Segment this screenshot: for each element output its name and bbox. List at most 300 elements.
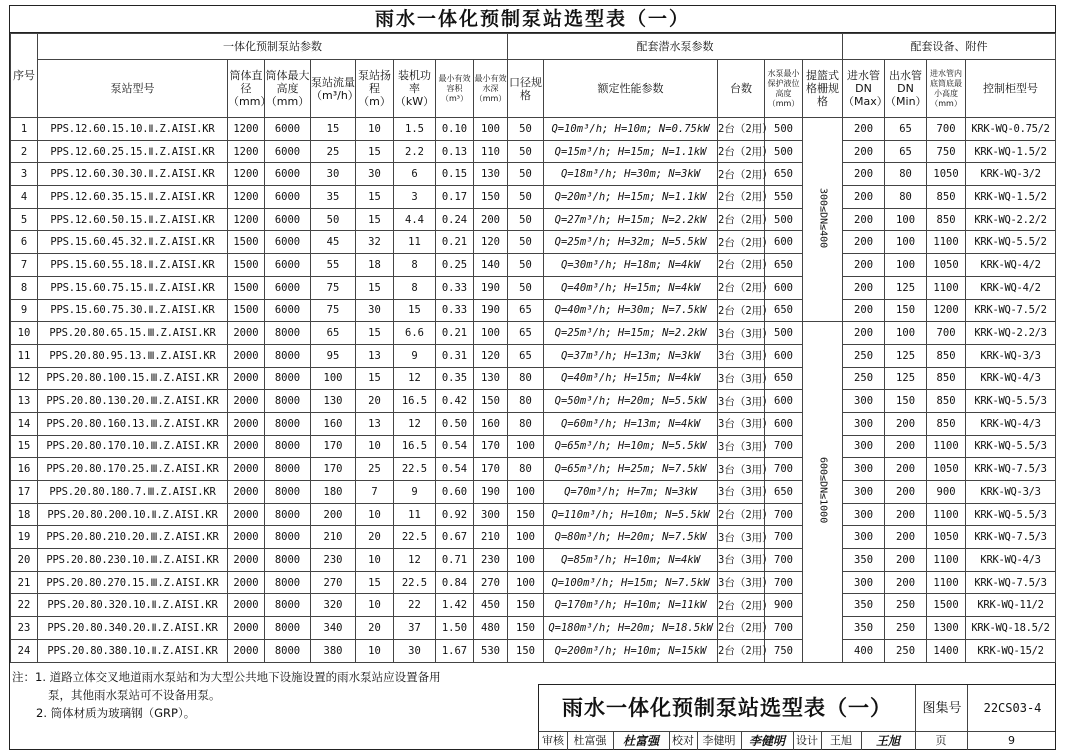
table-cell: 160 (311, 412, 356, 435)
table-cell: Q=10m³/h; H=10m; N=0.75kW (544, 118, 718, 141)
table-cell: 20 (356, 526, 394, 549)
table-cell: 65 (508, 344, 544, 367)
table-cell: PPS.20.80.65.15.Ⅲ.Z.AISI.KR (38, 322, 228, 345)
title-block (538, 684, 1055, 750)
table-cell: 200 (885, 458, 927, 481)
table-cell: 2000 (228, 594, 265, 617)
table-cell: Q=100m³/h; H=15m; N=7.5kW (544, 571, 718, 594)
table-cell: 2台（2用） (718, 140, 765, 163)
table-cell: 5 (11, 208, 38, 231)
table-row (11, 481, 1056, 504)
designer-signature: 王旭 (861, 732, 916, 750)
table-cell: 3台（3用） (718, 390, 765, 413)
table-cell: 200 (885, 503, 927, 526)
table-cell: KRK-WQ-18.5/2 (966, 617, 1056, 640)
reviewer-name: 杜富强 (567, 732, 614, 750)
table-cell: 125 (885, 344, 927, 367)
table-cell: 1200 (228, 208, 265, 231)
table-cell: 200 (843, 118, 885, 141)
table-cell: Q=65m³/h; H=25m; N=7.5kW (544, 458, 718, 481)
table-cell: 18 (11, 503, 38, 526)
table-cell: Q=180m³/h; H=20m; N=18.5kW (544, 617, 718, 640)
table-cell: Q=30m³/h; H=18m; N=4kW (544, 254, 718, 277)
table-cell: 120 (474, 344, 508, 367)
table-cell: 10 (356, 118, 394, 141)
basket-group-label: 300≤DN≤400 (817, 187, 829, 249)
table-cell: 6000 (265, 276, 311, 299)
table-cell: 210 (311, 526, 356, 549)
table-cell: PPS.12.60.30.30.Ⅱ.Z.AISI.KR (38, 163, 228, 186)
table-cell: 530 (474, 639, 508, 662)
table-row (11, 367, 1056, 390)
table-cell: 21 (11, 571, 38, 594)
table-cell: 11 (394, 503, 436, 526)
table-row (11, 435, 1056, 458)
table-cell: 2台（2用） (718, 163, 765, 186)
table-cell: KRK-WQ-3/2 (966, 163, 1056, 186)
table-cell: 80 (885, 186, 927, 209)
table-cell: 2000 (228, 617, 265, 640)
col-rated: 额定性能参数 (544, 60, 718, 118)
table-cell: 2台（2用） (718, 118, 765, 141)
table-cell: 50 (508, 140, 544, 163)
table-cell: 100 (885, 208, 927, 231)
table-cell: PPS.15.60.45.32.Ⅱ.Z.AISI.KR (38, 231, 228, 254)
table-cell: 700 (765, 526, 803, 549)
table-cell: 6000 (265, 299, 311, 322)
table-cell: 30 (356, 163, 394, 186)
table-cell: 2台（2用） (718, 503, 765, 526)
table-cell: PPS.12.60.15.10.Ⅱ.Z.AISI.KR (38, 118, 228, 141)
table-cell: 200 (885, 435, 927, 458)
table-cell: 22 (394, 594, 436, 617)
notes (12, 668, 441, 722)
table-cell: 650 (765, 254, 803, 277)
table-cell: 2000 (228, 503, 265, 526)
table-cell: 2台（2用） (718, 208, 765, 231)
table-cell: 100 (508, 549, 544, 572)
table-cell: 1050 (927, 254, 966, 277)
table-row (11, 118, 1056, 141)
table-cell: PPS.12.60.25.15.Ⅱ.Z.AISI.KR (38, 140, 228, 163)
table-cell: 80 (508, 367, 544, 390)
table-cell: 600 (765, 276, 803, 299)
table-cell: 100 (474, 322, 508, 345)
table-cell: PPS.15.60.75.30.Ⅱ.Z.AISI.KR (38, 299, 228, 322)
table-cell: 200 (843, 254, 885, 277)
table-cell: 125 (885, 276, 927, 299)
table-cell: 1050 (927, 163, 966, 186)
table-cell: 11 (394, 231, 436, 254)
table-cell: 1050 (927, 458, 966, 481)
col-basket: 提篮式格栅规格 (803, 60, 843, 118)
table-cell: 200 (474, 208, 508, 231)
selection-table (10, 33, 1056, 663)
table-cell: 80 (508, 458, 544, 481)
table-cell: 700 (765, 458, 803, 481)
table-cell: KRK-WQ-3/3 (966, 344, 1056, 367)
col-caliber: 口径规格 (508, 60, 544, 118)
table-cell: 0.50 (436, 412, 474, 435)
table-row (11, 163, 1056, 186)
table-cell: 100 (311, 367, 356, 390)
table-cell: 10 (356, 435, 394, 458)
table-cell: 250 (885, 639, 927, 662)
checker-signature: 李健明 (741, 732, 794, 750)
table-cell: 160 (474, 412, 508, 435)
table-cell: 15 (356, 208, 394, 231)
table-cell: 350 (843, 594, 885, 617)
table-cell: 100 (885, 254, 927, 277)
table-cell: 0.54 (436, 458, 474, 481)
table-cell: 650 (765, 481, 803, 504)
table-cell: 37 (394, 617, 436, 640)
table-cell: 150 (508, 617, 544, 640)
table-cell: 8 (394, 276, 436, 299)
table-cell: 190 (474, 299, 508, 322)
table-cell: 850 (927, 186, 966, 209)
table-cell: 12 (394, 549, 436, 572)
table-cell: 0.35 (436, 367, 474, 390)
table-cell: 270 (311, 571, 356, 594)
table-cell: 80 (885, 163, 927, 186)
table-cell: 2000 (228, 639, 265, 662)
table-cell: 10 (356, 639, 394, 662)
table-cell: PPS.20.80.160.13.Ⅲ.Z.AISI.KR (38, 412, 228, 435)
table-cell: 0.21 (436, 231, 474, 254)
table-cell: 6000 (265, 231, 311, 254)
basket-group-label: 600≤DN≤1000 (817, 457, 829, 524)
table-row (11, 322, 1056, 345)
table-cell: 350 (843, 617, 885, 640)
table-cell: Q=200m³/h; H=10m; N=15kW (544, 639, 718, 662)
table-cell: 12 (11, 367, 38, 390)
table-cell: 15 (356, 322, 394, 345)
table-cell: Q=50m³/h; H=20m; N=5.5kW (544, 390, 718, 413)
table-cell: 2000 (228, 322, 265, 345)
table-row (11, 299, 1056, 322)
table-cell: KRK-WQ-7.5/3 (966, 526, 1056, 549)
table-cell: 200 (885, 412, 927, 435)
page-title: 雨水一体化预制泵站选型表（一） (374, 8, 690, 30)
table-cell: 300 (843, 481, 885, 504)
table-cell: KRK-WQ-5.5/3 (966, 435, 1056, 458)
table-cell: 200 (885, 549, 927, 572)
table-cell: 8 (394, 254, 436, 277)
table-cell: KRK-WQ-4/2 (966, 254, 1056, 277)
table-cell: 75 (311, 299, 356, 322)
table-cell: 3台（3用） (718, 549, 765, 572)
table-cell: 1100 (927, 276, 966, 299)
table-cell: 600 (765, 344, 803, 367)
table-cell: 650 (765, 163, 803, 186)
table-cell: Q=40m³/h; H=30m; N=7.5kW (544, 299, 718, 322)
table-cell: PPS.20.80.340.20.Ⅱ.Z.AISI.KR (38, 617, 228, 640)
col-diameter: 筒体直径 （mm） (228, 60, 265, 118)
table-row (11, 140, 1056, 163)
table-cell: 65 (885, 140, 927, 163)
table-cell: 8000 (265, 390, 311, 413)
table-cell: KRK-WQ-5.5/2 (966, 231, 1056, 254)
table-cell: KRK-WQ-7.5/3 (966, 571, 1056, 594)
table-cell: 1.42 (436, 594, 474, 617)
table-row (11, 186, 1056, 209)
table-cell: 400 (843, 639, 885, 662)
table-cell: KRK-WQ-5.5/3 (966, 390, 1056, 413)
table-cell: 7 (356, 481, 394, 504)
table-cell: 2000 (228, 412, 265, 435)
atlas-number: 22CS03-4 (967, 685, 1057, 732)
table-cell: 6000 (265, 186, 311, 209)
col-height: 筒体最大高度 （mm） (265, 60, 311, 118)
table-cell: 1100 (927, 571, 966, 594)
table-cell: PPS.20.80.95.13.Ⅲ.Z.AISI.KR (38, 344, 228, 367)
table-cell: 3 (394, 186, 436, 209)
table-cell: 100 (885, 322, 927, 345)
table-cell: 1.5 (394, 118, 436, 141)
table-cell: 65 (508, 322, 544, 345)
table-cell: 8000 (265, 481, 311, 504)
table-cell: 0.60 (436, 481, 474, 504)
table-cell: Q=80m³/h; H=20m; N=7.5kW (544, 526, 718, 549)
table-cell: 150 (508, 594, 544, 617)
table-cell: 150 (508, 639, 544, 662)
table-cell: KRK-WQ-4/3 (966, 412, 1056, 435)
table-cell: 500 (765, 118, 803, 141)
table-cell: 9 (11, 299, 38, 322)
col-power: 装机功率 （kW） (394, 60, 436, 118)
table-cell: 1200 (228, 186, 265, 209)
table-cell: 230 (474, 549, 508, 572)
table-cell: 8000 (265, 549, 311, 572)
basket-group-cell (803, 118, 843, 322)
table-cell: 230 (311, 549, 356, 572)
table-cell: Q=60m³/h; H=13m; N=4kW (544, 412, 718, 435)
table-cell: PPS.20.80.270.15.Ⅲ.Z.AISI.KR (38, 571, 228, 594)
table-cell: 14 (11, 412, 38, 435)
table-cell: 125 (885, 367, 927, 390)
table-cell: 50 (508, 231, 544, 254)
table-cell: 6000 (265, 254, 311, 277)
table-cell: 700 (927, 322, 966, 345)
table-cell: 16.5 (394, 435, 436, 458)
table-cell: 0.13 (436, 140, 474, 163)
table-cell: 65 (885, 118, 927, 141)
table-cell: PPS.20.80.100.15.Ⅲ.Z.AISI.KR (38, 367, 228, 390)
col-min-depth: 最小有效水深 （mm） (474, 60, 508, 118)
table-cell: PPS.15.60.75.15.Ⅱ.Z.AISI.KR (38, 276, 228, 299)
table-cell: 850 (927, 390, 966, 413)
table-cell: 75 (311, 276, 356, 299)
table-cell: KRK-WQ-15/2 (966, 639, 1056, 662)
table-cell: 1200 (228, 140, 265, 163)
table-cell: 300 (843, 526, 885, 549)
table-cell: Q=85m³/h; H=10m; N=4kW (544, 549, 718, 572)
table-row (11, 549, 1056, 572)
table-row (11, 231, 1056, 254)
table-cell: 2000 (228, 367, 265, 390)
table-cell: 15 (356, 367, 394, 390)
table-cell: 300 (843, 412, 885, 435)
table-cell: 100 (508, 435, 544, 458)
table-cell: PPS.20.80.200.10.Ⅱ.Z.AISI.KR (38, 503, 228, 526)
table-cell: 6000 (265, 118, 311, 141)
table-row (11, 617, 1056, 640)
table-cell: PPS.12.60.35.15.Ⅱ.Z.AISI.KR (38, 186, 228, 209)
table-cell: 30 (356, 299, 394, 322)
group-station-header: 一体化预制泵站参数 (38, 34, 508, 60)
table-cell: 1200 (927, 299, 966, 322)
table-cell: 0.10 (436, 118, 474, 141)
table-cell: Q=37m³/h; H=13m; N=3kW (544, 344, 718, 367)
table-row (11, 254, 1056, 277)
col-model: 泵站型号 (38, 60, 228, 118)
table-cell: 30 (311, 163, 356, 186)
col-count: 台数 (718, 60, 765, 118)
table-cell: 2000 (228, 435, 265, 458)
table-cell: PPS.20.80.170.10.Ⅲ.Z.AISI.KR (38, 435, 228, 458)
table-cell: 700 (927, 118, 966, 141)
table-cell: 2台（2用） (718, 276, 765, 299)
table-cell: 2.2 (394, 140, 436, 163)
table-cell: 300 (474, 503, 508, 526)
table-cell: 600 (765, 390, 803, 413)
table-cell: 20 (356, 390, 394, 413)
table-cell: 200 (843, 140, 885, 163)
table-cell: 500 (765, 322, 803, 345)
basket-group-cell (803, 322, 843, 662)
table-row (11, 412, 1056, 435)
table-cell: Q=15m³/h; H=15m; N=1.1kW (544, 140, 718, 163)
table-row (11, 571, 1056, 594)
table-cell: 0.21 (436, 322, 474, 345)
table-cell: 300 (843, 435, 885, 458)
table-cell: Q=70m³/h; H=7m; N=3kW (544, 481, 718, 504)
table-cell: 480 (474, 617, 508, 640)
table-cell: 500 (765, 140, 803, 163)
table-cell: 200 (885, 481, 927, 504)
table-cell: 340 (311, 617, 356, 640)
table-cell: 50 (508, 163, 544, 186)
table-cell: 170 (474, 458, 508, 481)
table-cell: 4.4 (394, 208, 436, 231)
table-cell: KRK-WQ-1.5/2 (966, 186, 1056, 209)
table-cell: 700 (765, 435, 803, 458)
table-cell: 15 (356, 276, 394, 299)
table-cell: KRK-WQ-7.5/2 (966, 299, 1056, 322)
table-cell: 8000 (265, 367, 311, 390)
table-cell: 13 (11, 390, 38, 413)
title-block-name: 雨水一体化预制泵站选型表（一） (562, 696, 892, 720)
table-cell: 850 (927, 367, 966, 390)
table-row (11, 276, 1056, 299)
table-cell: 8000 (265, 571, 311, 594)
note-line-3: 2. 筒体材质为玻璃钢（GRP）。 (36, 706, 196, 720)
table-cell: 200 (885, 526, 927, 549)
group-pump-header: 配套潜水泵参数 (508, 34, 843, 60)
table-cell: 11 (11, 344, 38, 367)
table-cell: 200 (843, 322, 885, 345)
table-cell: 8000 (265, 639, 311, 662)
table-cell: KRK-WQ-11/2 (966, 594, 1056, 617)
table-cell: KRK-WQ-4/2 (966, 276, 1056, 299)
table-cell: 10 (356, 549, 394, 572)
check-label: 校对 (669, 732, 698, 750)
table-row (11, 594, 1056, 617)
table-cell: 6 (394, 163, 436, 186)
table-cell: 130 (311, 390, 356, 413)
table-cell: 300 (843, 390, 885, 413)
table-cell: 23 (11, 617, 38, 640)
table-cell: 1500 (228, 276, 265, 299)
table-cell: 3台（3用） (718, 526, 765, 549)
table-cell: 6000 (265, 163, 311, 186)
table-cell: 19 (11, 526, 38, 549)
table-cell: 2000 (228, 571, 265, 594)
table-cell: 15 (356, 571, 394, 594)
table-cell: 16.5 (394, 390, 436, 413)
table-cell: 0.42 (436, 390, 474, 413)
table-cell: 15 (394, 299, 436, 322)
table-cell: 190 (474, 276, 508, 299)
page-number: 9 (1008, 734, 1015, 747)
table-cell: PPS.20.80.170.25.Ⅲ.Z.AISI.KR (38, 458, 228, 481)
table-cell: 750 (927, 140, 966, 163)
table-cell: 550 (765, 186, 803, 209)
table-cell: 50 (311, 208, 356, 231)
table-cell: 250 (843, 367, 885, 390)
table-cell: Q=18m³/h; H=30m; N=3kW (544, 163, 718, 186)
table-cell: 150 (885, 299, 927, 322)
table-cell: 0.25 (436, 254, 474, 277)
table-cell: 1100 (927, 503, 966, 526)
table-cell: 150 (474, 186, 508, 209)
table-cell: Q=170m³/h; H=10m; N=11kW (544, 594, 718, 617)
col-min-level: 水泵最小保护液位高度 （mm） (765, 60, 803, 118)
table-cell: 170 (311, 458, 356, 481)
table-cell: 0.31 (436, 344, 474, 367)
table-row (11, 390, 1056, 413)
table-cell: 350 (843, 549, 885, 572)
table-cell: 55 (311, 254, 356, 277)
col-min-volume: 最小有效容积 （m³） (436, 60, 474, 118)
table-cell: 200 (843, 186, 885, 209)
table-cell: 8000 (265, 503, 311, 526)
table-cell: 1500 (228, 299, 265, 322)
table-cell: 250 (843, 344, 885, 367)
table-cell: 3 (11, 163, 38, 186)
table-cell: 100 (508, 481, 544, 504)
table-cell: 1500 (228, 254, 265, 277)
table-row (11, 503, 1056, 526)
table-cell: 6.6 (394, 322, 436, 345)
table-cell: 3台（3用） (718, 412, 765, 435)
table-row (11, 526, 1056, 549)
table-cell: 200 (843, 163, 885, 186)
table-cell: 190 (474, 481, 508, 504)
table-cell: 3台（3用） (718, 367, 765, 390)
table-cell: 12 (394, 367, 436, 390)
table-cell: 2台（2用） (718, 254, 765, 277)
table-cell: 2000 (228, 344, 265, 367)
table-cell: 8000 (265, 412, 311, 435)
table-cell: 15 (356, 140, 394, 163)
table-cell: 300 (843, 503, 885, 526)
table-cell: 150 (474, 390, 508, 413)
table-cell: 24 (11, 639, 38, 662)
table-cell: 20 (11, 549, 38, 572)
table-row (11, 639, 1056, 662)
